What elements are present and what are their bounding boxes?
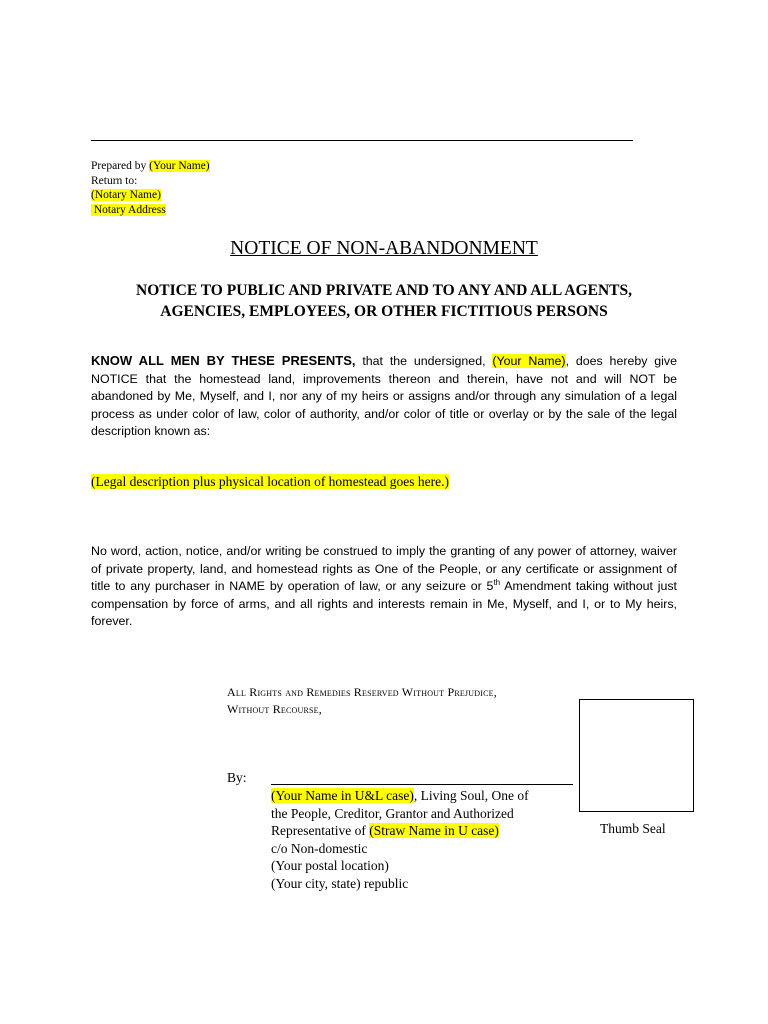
rights-paragraph: No word, action, notice, and/or writing be construed to imply the granting of any power of attorney, waiver of private property, land, and homestead rights as One of the People, or any certificate or assignment of title to any purchaser in NAME by operation of law, or any seizure or 5th Amendment taking without just compensation by force of arms, and all rights and interests remain in Me, Myself, and I, or to My heirs, forever. <box>91 544 677 629</box>
preparer-name-placeholder: (Your Name) <box>149 160 210 172</box>
signature-block: (Your Name in U&L case), Living Soul, One of the People, Creditor, Grantor and Authorized Representative of (Straw Name in U case) c/o Non-domestic (Your postal location) (Your city, state) republic <box>271 788 529 891</box>
notary-address-placeholder: Notary Address <box>91 203 166 216</box>
thumb-seal-box <box>579 699 694 812</box>
thumb-seal-label: Thumb Seal <box>600 821 666 836</box>
signature-line <box>271 784 573 785</box>
preparer-block <box>91 159 210 217</box>
your-name-placeholder: (Your Name) <box>492 354 566 368</box>
return-to-label: Return to: <box>91 174 138 187</box>
top-divider <box>91 140 633 141</box>
notary-name-placeholder: (Notary Name) <box>91 189 161 201</box>
prepared-by-line: Prepared by (Your Name) <box>91 160 210 172</box>
by-label: By: <box>227 770 247 785</box>
rights-reservation: All Rights and Remedies Reserved Without Prejudice, Without Recourse, <box>227 685 497 716</box>
document-title: NOTICE OF NON-ABANDONMENT <box>230 238 538 259</box>
ul-name-placeholder: (Your Name in U&L case) <box>271 788 414 803</box>
legal-description-placeholder: (Legal description plus physical location of homestead goes here.) <box>91 474 450 489</box>
document-subtitle: NOTICE TO PUBLIC AND PRIVATE AND TO ANY AND ALL AGENTS, AGENCIES, EMPLOYEES, OR OTHER FICTITIOUS PERSONS <box>136 282 632 320</box>
paragraph-lead: KNOW ALL MEN BY THESE PRESENTS, <box>91 353 356 368</box>
straw-name-placeholder: (Straw Name in U case) <box>369 823 499 838</box>
notice-paragraph: KNOW ALL MEN BY THESE PRESENTS, that the undersigned, (Your Name), does hereby give NOTICE that the homestead land, improvements thereon and therein, have not and will NOT be abandoned by Me, Myself, and I, nor any of my heirs or assigns and/or through any simulation of a legal process as under color of law, color of authority, and/or color of title or overlay or by the sale of the legal description known as: <box>91 353 677 439</box>
